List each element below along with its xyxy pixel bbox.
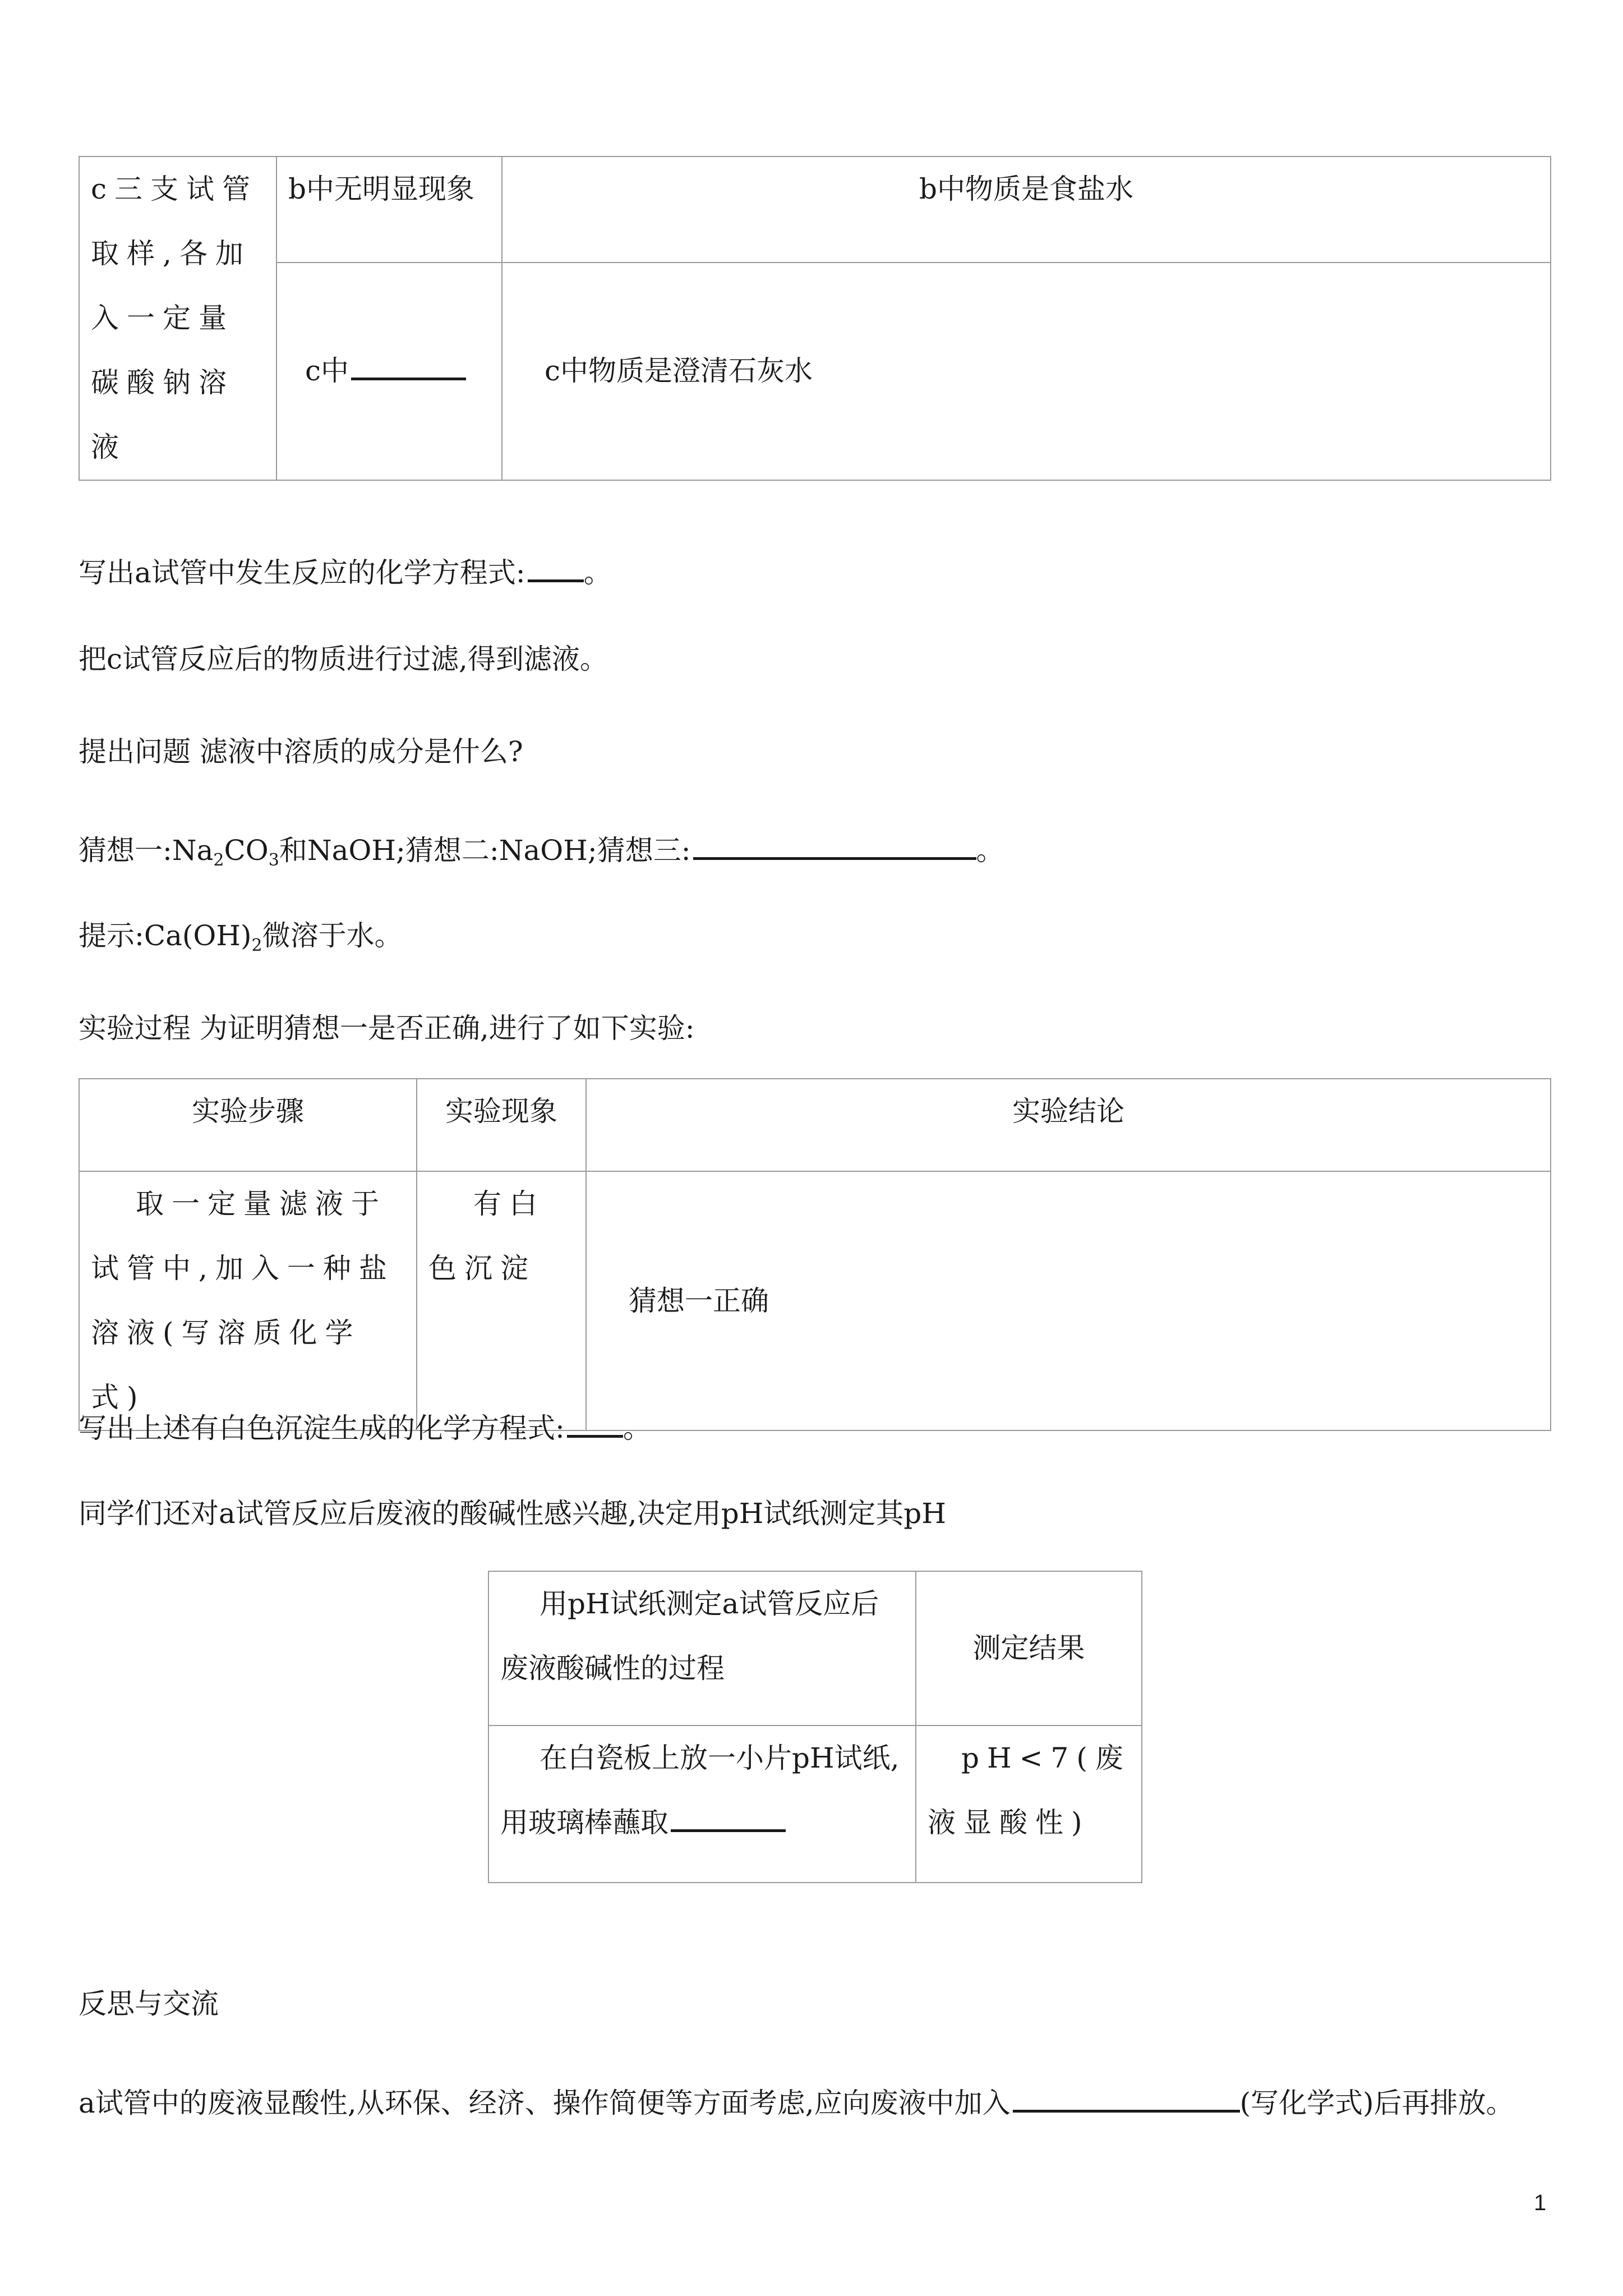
page-number: 1 [1534,2191,1547,2215]
p10-b: (写化学式)后再排放。 [1239,2087,1514,2119]
p7-text: 写出上述有白色沉淀生成的化学方程式: [79,1412,565,1444]
table3-process-text: 在白瓷板上放一小片pH试纸,用玻璃棒蘸取 [500,1742,900,1839]
blank-neutralizer[interactable] [1013,2077,1240,2113]
blank-hypothesis-3[interactable] [693,825,976,860]
blank-equation-a[interactable] [528,547,584,582]
p5-b: 微溶于水。 [262,919,403,952]
table2-header-step: 实验步骤 [79,1079,417,1171]
p5-sub: 2 [251,936,262,955]
table3-process [488,1726,916,1883]
p1-end: 。 [583,556,612,589]
table2-conclusion: 猜想一正确 [586,1171,1551,1430]
table2-header-conclusion: 实验结论 [586,1079,1551,1171]
table1-step-cell [79,157,276,480]
paragraph-hypotheses [79,825,1004,870]
paragraph-question: 提出问题 滤液中溶质的成分是什么? [79,735,523,768]
table3-result: pH<7(废液显酸性) [916,1726,1142,1883]
table3-header-result: 测定结果 [916,1571,1142,1726]
blank-c-phenomenon[interactable] [351,345,466,380]
p4-b: CO [224,834,269,867]
p4-c: 和NaOH;猜想二:NaOH;猜想三: [279,834,691,867]
result-table-1 [79,156,1551,481]
table1-row2-phenomenon [276,263,502,480]
p4-sub1: 2 [213,850,224,870]
paragraph-equation-precipitate [79,1402,651,1448]
table1-row2-conclusion: c中物质是澄清石灰水 [502,263,1551,480]
paragraph-equation-a [79,547,612,592]
blank-equation-precipitate[interactable] [567,1402,623,1438]
table2-phenomenon: 有白色沉淀 [417,1171,586,1430]
p4-sub2: 3 [268,850,279,870]
experiment-table [79,1078,1551,1431]
table2-header-phenomenon: 实验现象 [417,1079,586,1171]
table3-header-process: 用pH试纸测定a试管反应后废液酸碱性的过程 [488,1571,916,1726]
paragraph-procedure: 实验过程 为证明猜想一是否正确,进行了如下实验: [79,1012,695,1045]
p4-a: 猜想一:Na [79,834,214,867]
paragraph-filter: 把c试管反应后的物质进行过滤,得到滤液。 [79,643,608,675]
paragraph-reflection [79,2077,1514,2123]
table1-row1-phenomenon: b中无明显现象 [276,157,502,263]
p5-a: 提示:Ca(OH) [79,919,252,952]
p7-end: 。 [623,1412,651,1444]
ph-table [488,1571,1142,1883]
table1-row2-prefix: c中 [305,355,349,388]
blank-glass-rod[interactable] [671,1797,786,1832]
table2-step: 取一定量滤液于试管中,加入一种盐溶液(写溶质化学式) [79,1171,417,1430]
table1-step-text: c三支试管取样,各加入一定量碳酸钠溶液 [91,173,259,463]
p1-text: 写出a试管中发生反应的化学方程式: [79,556,525,589]
paragraph-reflection-heading: 反思与交流 [79,1987,219,2020]
paragraph-hint [79,916,403,955]
p4-end: 。 [976,834,1004,867]
paragraph-ph-intro: 同学们还对a试管反应后废液的酸碱性感兴趣,决定用pH试纸测定其pH [79,1497,946,1530]
p10-a: a试管中的废液显酸性,从环保、经济、操作简便等方面考虑,应向废液中加入 [79,2087,1011,2119]
table1-row1-conclusion: b中物质是食盐水 [502,157,1551,263]
